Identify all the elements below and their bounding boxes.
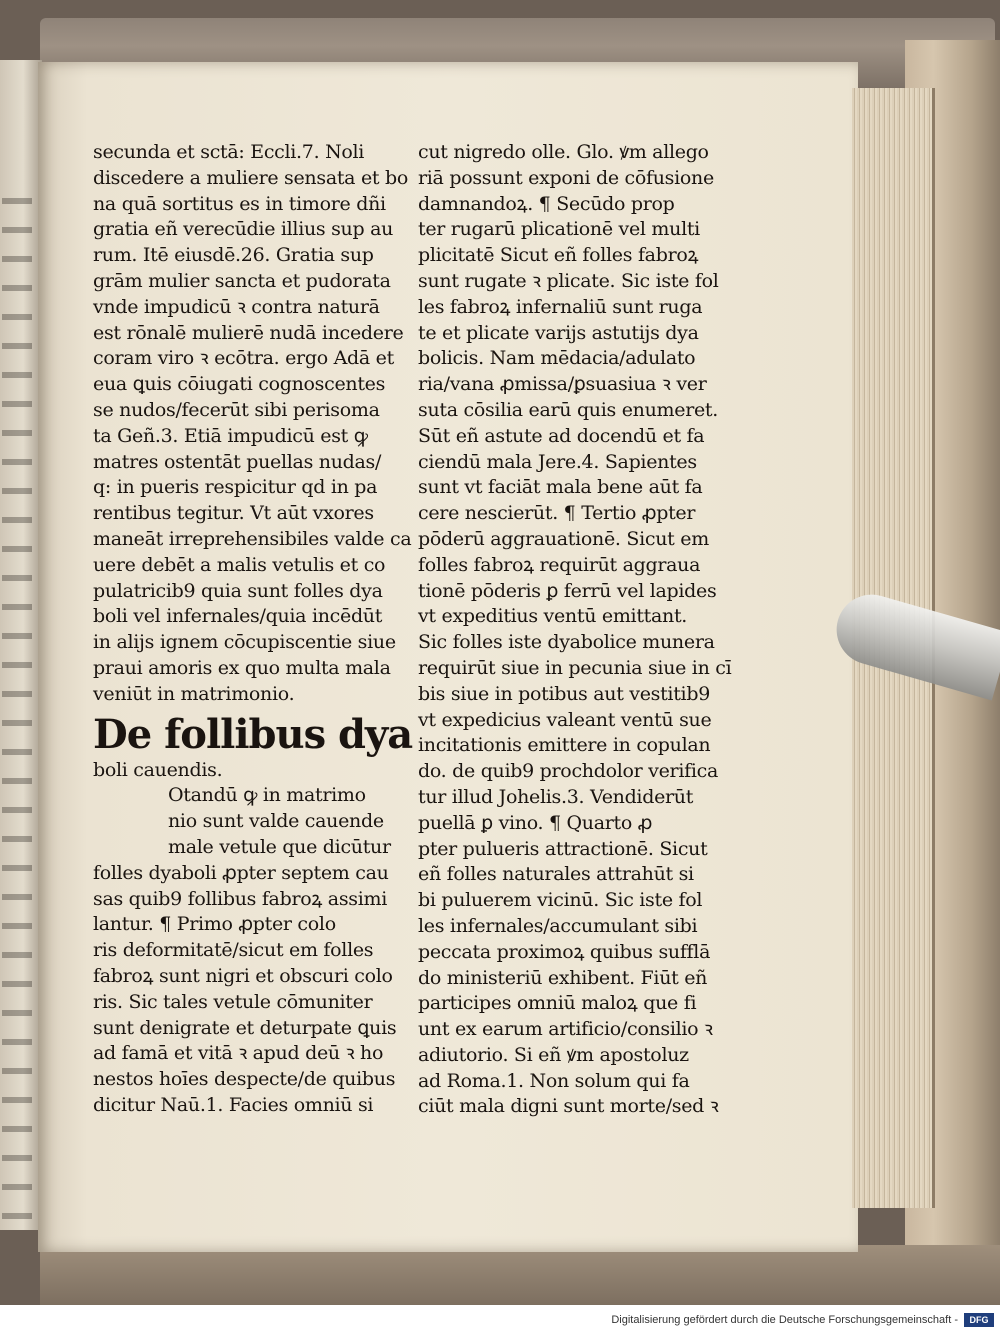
text-line: cut nigredo olle. Glo. ꝟm allego — [418, 141, 709, 163]
text-line: sas quib9 follibus fabroꝝ assimi — [93, 887, 387, 910]
text-line: tur illud Johelis.3. Vendiderūt — [418, 785, 694, 808]
text-line: bolicis. Nam mēdacia/adulato — [418, 347, 696, 370]
text-line: ris. Sic tales vetule cōmuniter — [93, 990, 373, 1013]
text-line: riā possunt exponi de cōfusione — [418, 166, 714, 189]
text-line: incitationis emittere in copulan — [418, 734, 711, 757]
text-line: tionē pōderis ꝑ ferrū vel lapides — [418, 579, 717, 602]
text-line: Sūt eñ astute ad docendū et fa — [418, 424, 705, 447]
text-line: veniūt in matrimonio. — [93, 682, 295, 705]
text-line: nio sunt valde cauende — [168, 810, 384, 833]
text-line: cere nescierūt. ¶ Tertio ꝓpter — [418, 502, 696, 525]
text-line: ad Roma.1. Non solum qui fa — [418, 1069, 690, 1092]
text-line: ad famā et vitā ꝛ apud deū ꝛ ho — [93, 1042, 384, 1065]
text-line: bi puluerem vicinū. Sic iste fol — [418, 889, 703, 912]
text-line: male vetule que dicūtur — [168, 835, 391, 858]
text-line: unt ex earum artificio/consilio ꝛ — [418, 1018, 713, 1041]
text-line: pter pulueris attractionē. Sicut — [418, 837, 708, 860]
text-line: adiutorio. Si eñ ꝟm apostoluz — [418, 1043, 689, 1066]
text-line: peccata proximoꝝ quibus sufflā — [418, 940, 711, 963]
text-line: bis siue in potibus aut vestitib9 — [418, 682, 710, 705]
text-line: eñ folles naturales attrahūt si — [418, 863, 694, 886]
text-line: participes omniū maloꝝ que fi — [418, 992, 697, 1015]
text-line: lantur. ¶ Primo ꝓpter colo — [93, 913, 336, 936]
section-heading: De follibus dya — [93, 710, 413, 758]
text-line: requirūt siue in pecunia siue in cī — [418, 656, 732, 679]
text-line: vnde impudicū ꝛ contra naturā — [93, 295, 380, 318]
text-line: folles fabroꝝ requirūt aggraua — [418, 553, 701, 576]
text-line: do ministeriū exhibent. Fiūt eñ — [418, 966, 708, 989]
text-line: vt expeditius ventū emittant. — [418, 605, 688, 628]
text-line: te et plicate varijs astutijs dya — [418, 321, 699, 344]
text-line: Sic folles iste dyabolice munera — [418, 631, 715, 654]
text-line: ta Geñ.3. Etiā impudicū est ꝙ — [93, 424, 368, 447]
book-cover-bottom — [40, 1245, 1000, 1305]
funding-credit: Digitalisierung gefördert durch die Deutsche Forschungsgemeinschaft - — [611, 1314, 958, 1326]
text-line: nestos hoīes despecte/de quibus — [93, 1068, 396, 1091]
text-line: fabroꝝ sunt nigri et obscuri colo — [93, 964, 393, 987]
text-line: discedere a muliere sensata et bo — [93, 166, 408, 189]
text-line: maneāt irreprehensibiles valde ca — [93, 527, 412, 550]
text-line: les infernales/accumulant sibi — [418, 914, 698, 937]
text-line: damnandoꝝ. ¶ Secūdo prop — [418, 192, 675, 215]
dfg-logo: DFG — [964, 1313, 994, 1327]
text-line: puellā ꝑ vino. ¶ Quarto ꝓ — [418, 811, 653, 834]
text-line: suta cōsilia earū quis enumeret. — [418, 398, 718, 421]
text-line: vt expedicius valeant ventū sue — [418, 708, 712, 731]
facing-page-text-fragment — [2, 180, 32, 1220]
text-line: gratia eñ verecūdie illius sup au — [93, 218, 394, 241]
text-line: sunt rugate ꝛ plicate. Sic iste fol — [418, 269, 719, 292]
text-line: do. de quib9 prochdolor verifica — [418, 760, 718, 783]
text-line: matres ostentāt puellas nudas/ — [93, 450, 382, 473]
left-text-column — [93, 140, 413, 1119]
text-line: est rōnalē mulierē nudā incedere — [93, 321, 404, 344]
text-line: pulatricib9 quia sunt folles dya — [93, 579, 383, 602]
text-line: dicitur Naū.1. Facies omniū si — [93, 1093, 374, 1116]
text-line: se nudos/fecerūt sibi perisoma — [93, 398, 380, 421]
text-line: grām mulier sancta et pudorata — [93, 269, 391, 292]
facing-page-edge — [0, 60, 42, 1230]
right-text-column — [418, 140, 730, 1120]
text-line: boli cauendis. — [93, 758, 223, 781]
text-line: ter rugarū plicationē vel multi — [418, 218, 700, 241]
text-line: ria/vana ꝓmissa/ꝑsuasiua ꝛ ver — [418, 373, 707, 396]
text-line: Otandū ꝙ in matrimo — [168, 784, 366, 807]
text-line: eua ꝗuis cōiugati cognoscentes — [93, 373, 386, 396]
text-line: folles dyaboli ꝓpter septem cau — [93, 861, 389, 884]
text-line: les fabroꝝ infernaliū sunt ruga — [418, 295, 703, 318]
text-line: sunt denigrate et deturpate ꝗuis — [93, 1016, 397, 1039]
text-line: praui amoris ex quo multa mala — [93, 656, 391, 679]
text-line: ciūt mala digni sunt morte/sed ꝛ — [418, 1095, 719, 1118]
text-line: sunt vt faciāt mala bene aūt fa — [418, 476, 703, 499]
text-line: q: in pueris respicitur qd in pa — [93, 476, 378, 499]
text-line: coram viro ꝛ ecōtra. ergo Adā et — [93, 347, 394, 370]
text-line: na quā sortitus es in timore dñi — [93, 192, 386, 215]
text-line: in alijs ignem cōcupiscentie siue — [93, 631, 396, 654]
text-line: plicitatē Sicut eñ folles fabroꝝ — [418, 244, 699, 267]
text-line: secunda et sctā: Eccli.7. Noli — [93, 141, 365, 163]
text-line: rum. Itē eiusdē.26. Gratia sup — [93, 244, 374, 267]
text-line: ris deformitatē/sicut em folles — [93, 939, 374, 962]
digitization-footer — [0, 1305, 1000, 1334]
text-line: pōderū aggrauationē. Sicut em — [418, 527, 709, 550]
text-line: uere debēt a malis vetulis et co — [93, 553, 386, 576]
text-line: boli vel infernales/quia incēdūt — [93, 605, 383, 628]
text-line: ciendū mala Jere.4. Sapientes — [418, 450, 697, 473]
text-line: rentibus tegitur. Vt aūt vxores — [93, 502, 374, 525]
